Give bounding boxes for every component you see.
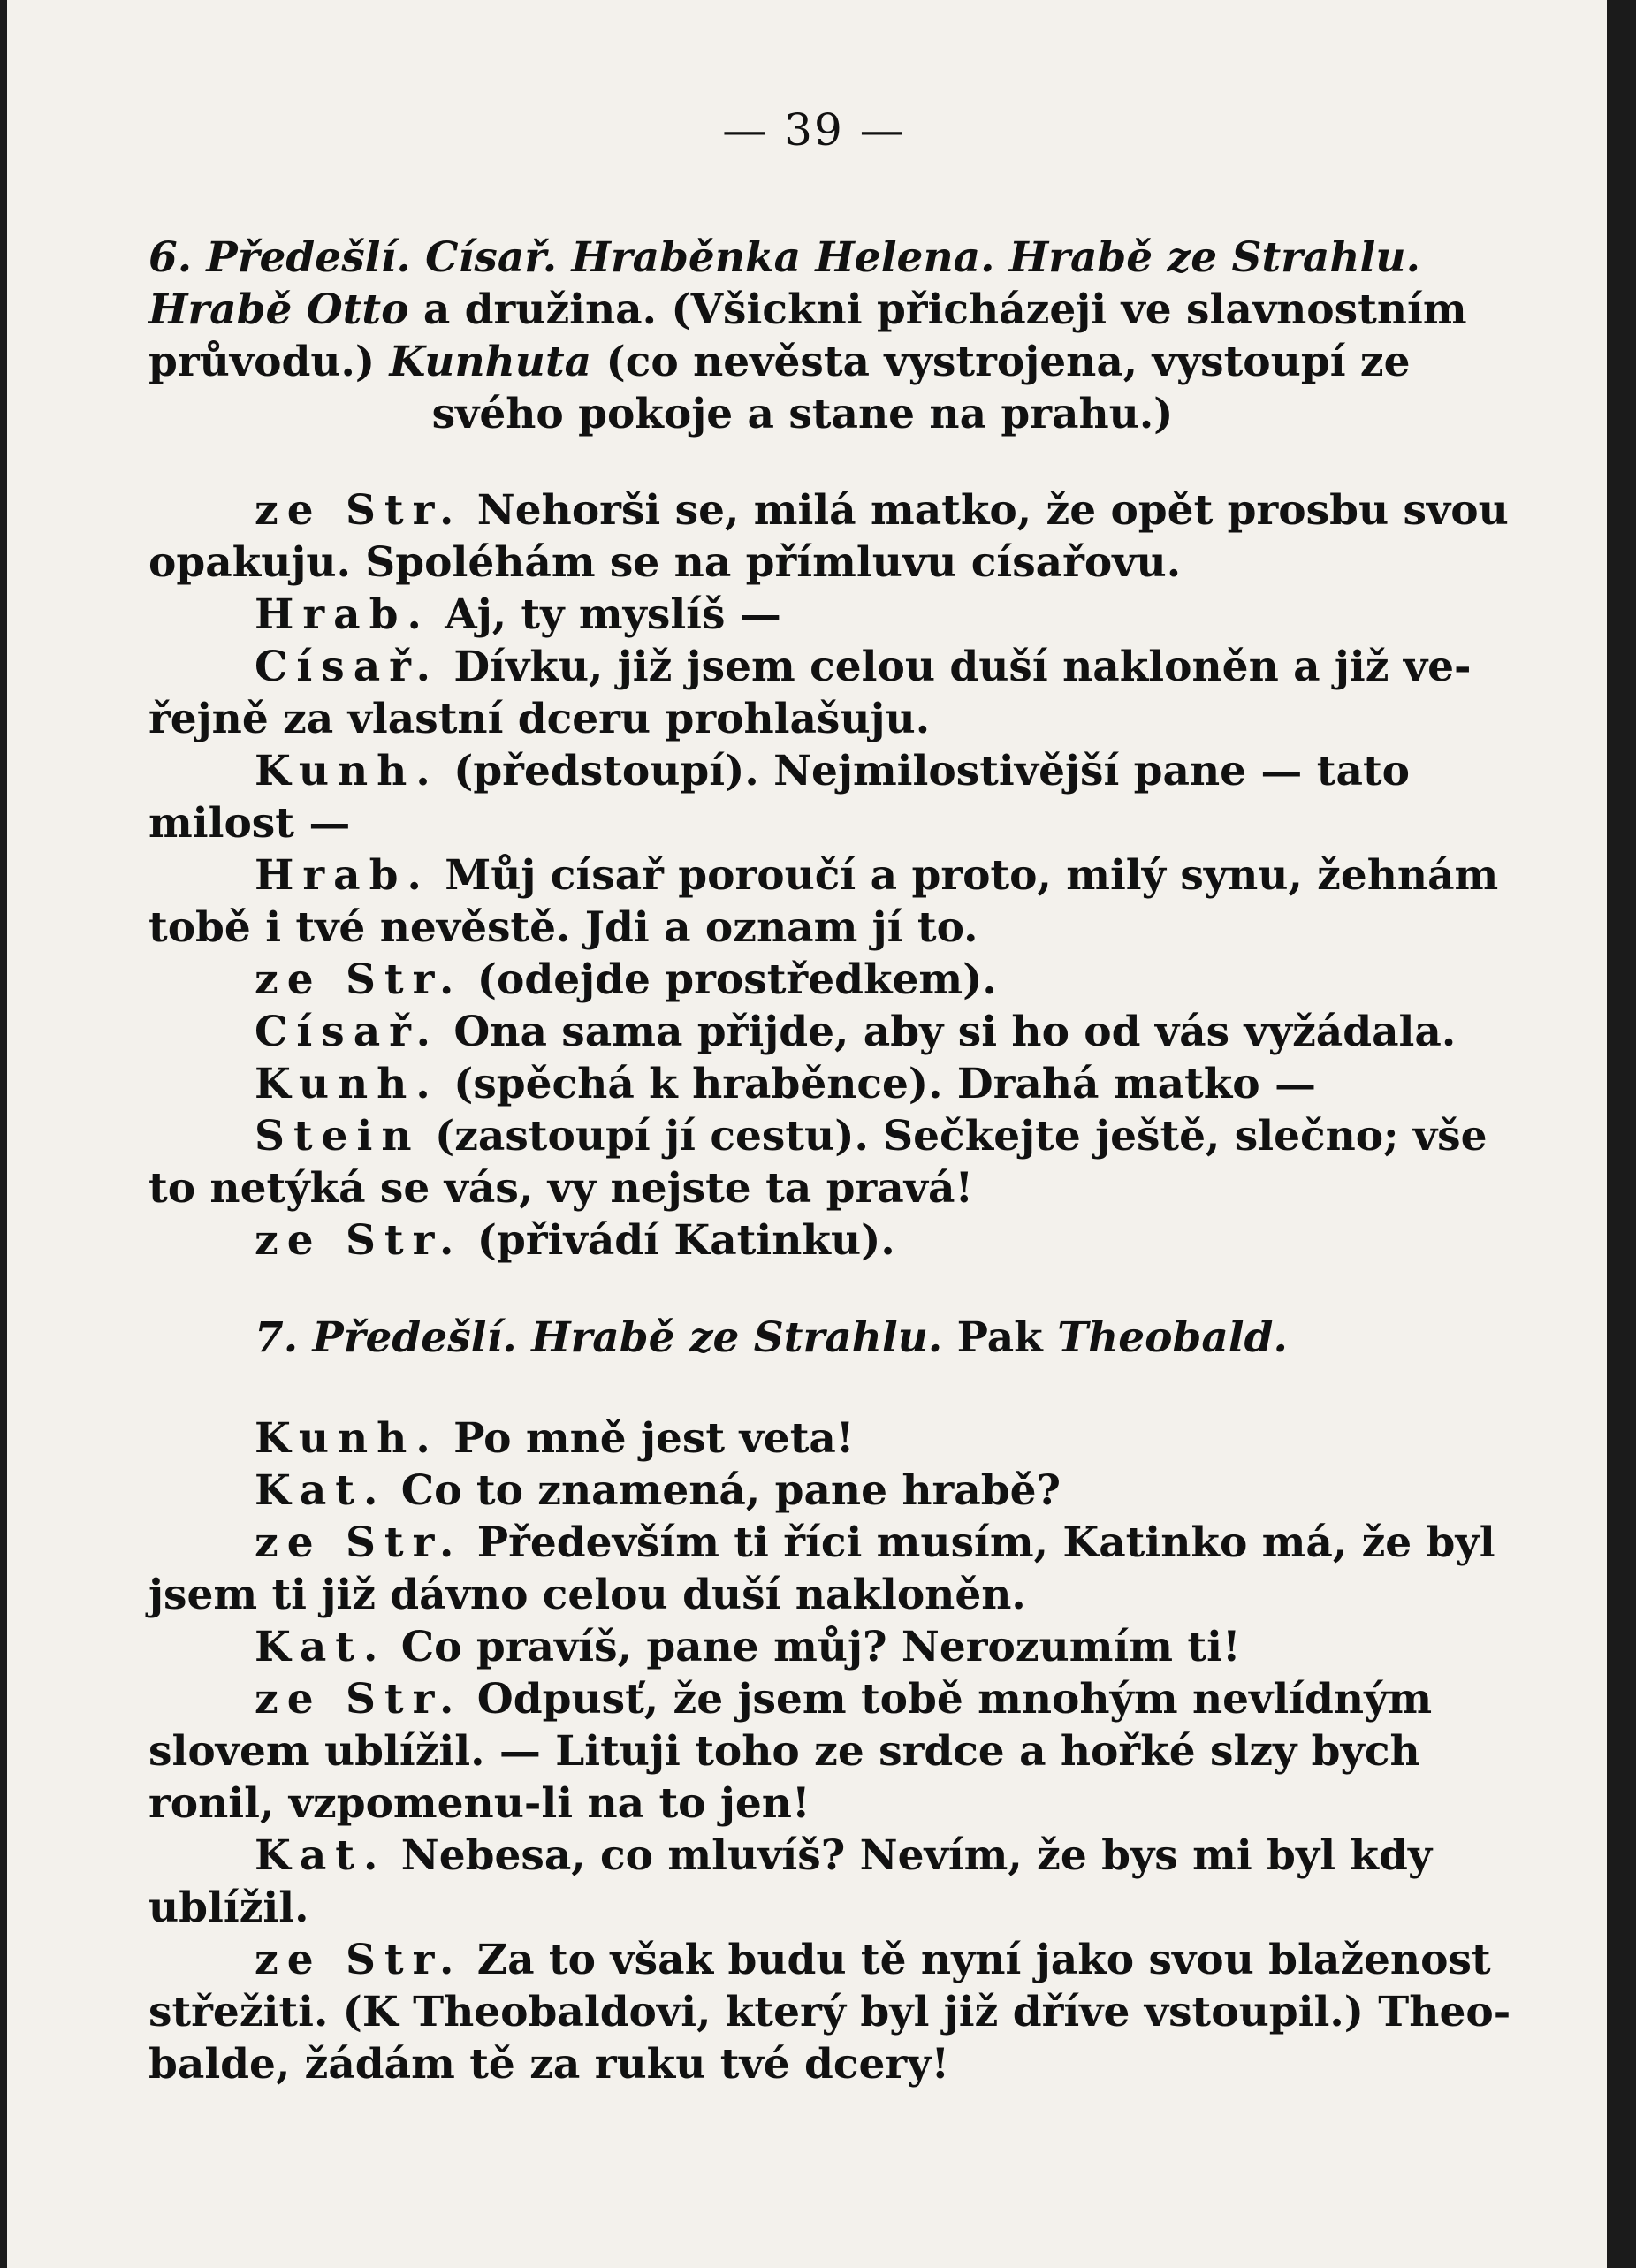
scene-6-heading-line-2-rest: a družina. (Všickni přicházeji ve slavnostním <box>422 285 1467 334</box>
dialogue-line: opakuju. Spoléhám se na přímluvu císařovu. <box>148 538 1182 587</box>
dialogue-line <box>148 1412 1457 1465</box>
dialogue-line: řejně za vlastní dceru prohlašuju. <box>148 695 931 743</box>
speech: Ona sama přijde, aby si ho od vás vyžádala. <box>453 1008 1457 1056</box>
speech: (přivádí Katinku). <box>476 1216 895 1265</box>
document-page <box>7 0 1621 2268</box>
speaker: ze Str. <box>255 1216 463 1265</box>
speech: (spěchá k hraběnce). Drahá matko — <box>453 1060 1317 1108</box>
dialogue-line <box>148 1214 1457 1267</box>
scene-6-dialogue <box>148 484 1509 1267</box>
scene-6-heading-line-4: svého pokoje a stane na prahu.) <box>431 390 1174 438</box>
scene-6-heading-line-2 <box>148 284 1467 336</box>
dialogue-line <box>148 641 1472 693</box>
scene-6-heading-line-1: 6. Předešlí. Císař. Hraběnka Helena. Hrabě ze Strahlu. <box>148 233 1420 282</box>
dialogue-line <box>148 589 1457 641</box>
speech: Především ti říci musím, Katinko má, že byl <box>476 1518 1495 1567</box>
dialogue-line: balde, žádám tě za ruku tvé dcery! <box>148 2040 950 2089</box>
dialogue-line <box>148 1621 1457 1673</box>
speaker: Kat. <box>255 1466 387 1515</box>
speech: Co to znamená, pane hrabě? <box>400 1466 1061 1515</box>
dialogue-line: střežiti. (K Theobaldovi, který byl již dříve vstoupil.) Theo- <box>148 1988 1511 2036</box>
dialogue-line: tobě i tvé nevěstě. Jdi a oznam jí to. <box>148 903 978 952</box>
speaker: ze Str. <box>255 1936 463 1984</box>
speaker: Kat. <box>255 1623 387 1671</box>
dialogue-line: ronil, vzpomenu-li na to jen! <box>148 1779 810 1828</box>
scene-7-heading-line <box>148 1312 1457 1364</box>
dialogue-line: slovem ublížil. — Lituji toho ze srdce a hořké slzy bych <box>148 1727 1420 1776</box>
speaker: Stein <box>255 1112 421 1161</box>
speaker: Kat. <box>255 1831 387 1880</box>
speech: (zastoupí jí cestu). Sečkejte ještě, slečno; vše <box>434 1112 1488 1161</box>
speech: (předstoupí). Nejmilostivější pane — tato <box>453 747 1410 795</box>
speaker: Kunh. <box>255 747 439 795</box>
dialogue-line <box>148 1830 1457 1882</box>
speech: Nebesa, co mluvíš? Nevím, že bys mi byl kdy <box>400 1831 1433 1880</box>
dialogue-line: to netýká se vás, vy nejste ta pravá! <box>148 1164 974 1213</box>
dialogue-line <box>148 1673 1457 1725</box>
speech: Po mně jest veta! <box>453 1414 855 1463</box>
dialogue-line <box>148 954 1457 1006</box>
scene-6-heading-line-3-start: průvodu.) <box>148 338 376 386</box>
scene-6-heading-line-3-rest: (co nevěsta vystrojena, vystoupí ze <box>605 338 1411 386</box>
speaker: ze Str. <box>255 486 463 535</box>
dialogue-line: jsem ti již dávno celou duší nakloněn. <box>148 1571 1026 1619</box>
speech: Můj císař poroučí a proto, milý synu, žehnám <box>445 851 1499 900</box>
scene-6-heading-line-3 <box>148 336 1457 388</box>
dialogue-line <box>148 745 1457 797</box>
speech: Za to však budu tě nyní jako svou blaženost <box>476 1936 1491 1984</box>
dialogue-line <box>148 849 1499 902</box>
speech: Odpusť, že jsem tobě mnohým nevlídným <box>476 1675 1433 1724</box>
page-number: — 39 — <box>722 104 906 156</box>
scan-edge <box>1607 0 1621 2268</box>
speech: Aj, ty myslíš — <box>445 590 781 639</box>
speaker: Hrab. <box>255 851 430 900</box>
dialogue-line <box>148 1517 1495 1569</box>
speech: Co pravíš, pane můj? Nerozumím ti! <box>400 1623 1241 1671</box>
dialogue-line: ublížil. <box>148 1884 309 1932</box>
scene-7-heading <box>148 1312 1457 1364</box>
dialogue-line <box>148 1006 1457 1058</box>
speaker: Kunh. <box>255 1414 439 1463</box>
speech: Dívku, již jsem celou duší nakloněn a již ve- <box>453 643 1472 691</box>
speaker: ze Str. <box>255 955 463 1004</box>
dialogue-line <box>148 1465 1457 1517</box>
scene-6-heading <box>148 232 1467 440</box>
speaker: ze Str. <box>255 1518 463 1567</box>
scene-7-heading-name: Theobald. <box>1057 1313 1288 1362</box>
speaker: Hrab. <box>255 590 430 639</box>
speaker: Císař. <box>255 643 439 691</box>
speaker: Kunh. <box>255 1060 439 1108</box>
scene-7-dialogue <box>148 1412 1511 2090</box>
scene-6-heading-line-2-italic: Hrabě Otto <box>148 285 409 334</box>
dialogue-line <box>148 484 1509 537</box>
speech: Nehorši se, milá matko, že opět prosbu svou <box>476 486 1509 535</box>
scene-7-heading-italic: 7. Předešlí. Hrabě ze Strahlu. <box>255 1313 943 1362</box>
scene-6-heading-line-3-italic: Kunhuta <box>389 338 592 386</box>
dialogue-line <box>148 1110 1488 1162</box>
speaker: Císař. <box>255 1008 439 1056</box>
scene-7-heading-pak: Pak <box>956 1313 1043 1362</box>
dialogue-line <box>148 1058 1457 1110</box>
dialogue-line <box>148 1934 1491 1986</box>
dialogue-line: milost — <box>148 799 351 848</box>
speech: (odejde prostředkem). <box>476 955 997 1004</box>
speaker: ze Str. <box>255 1675 463 1724</box>
